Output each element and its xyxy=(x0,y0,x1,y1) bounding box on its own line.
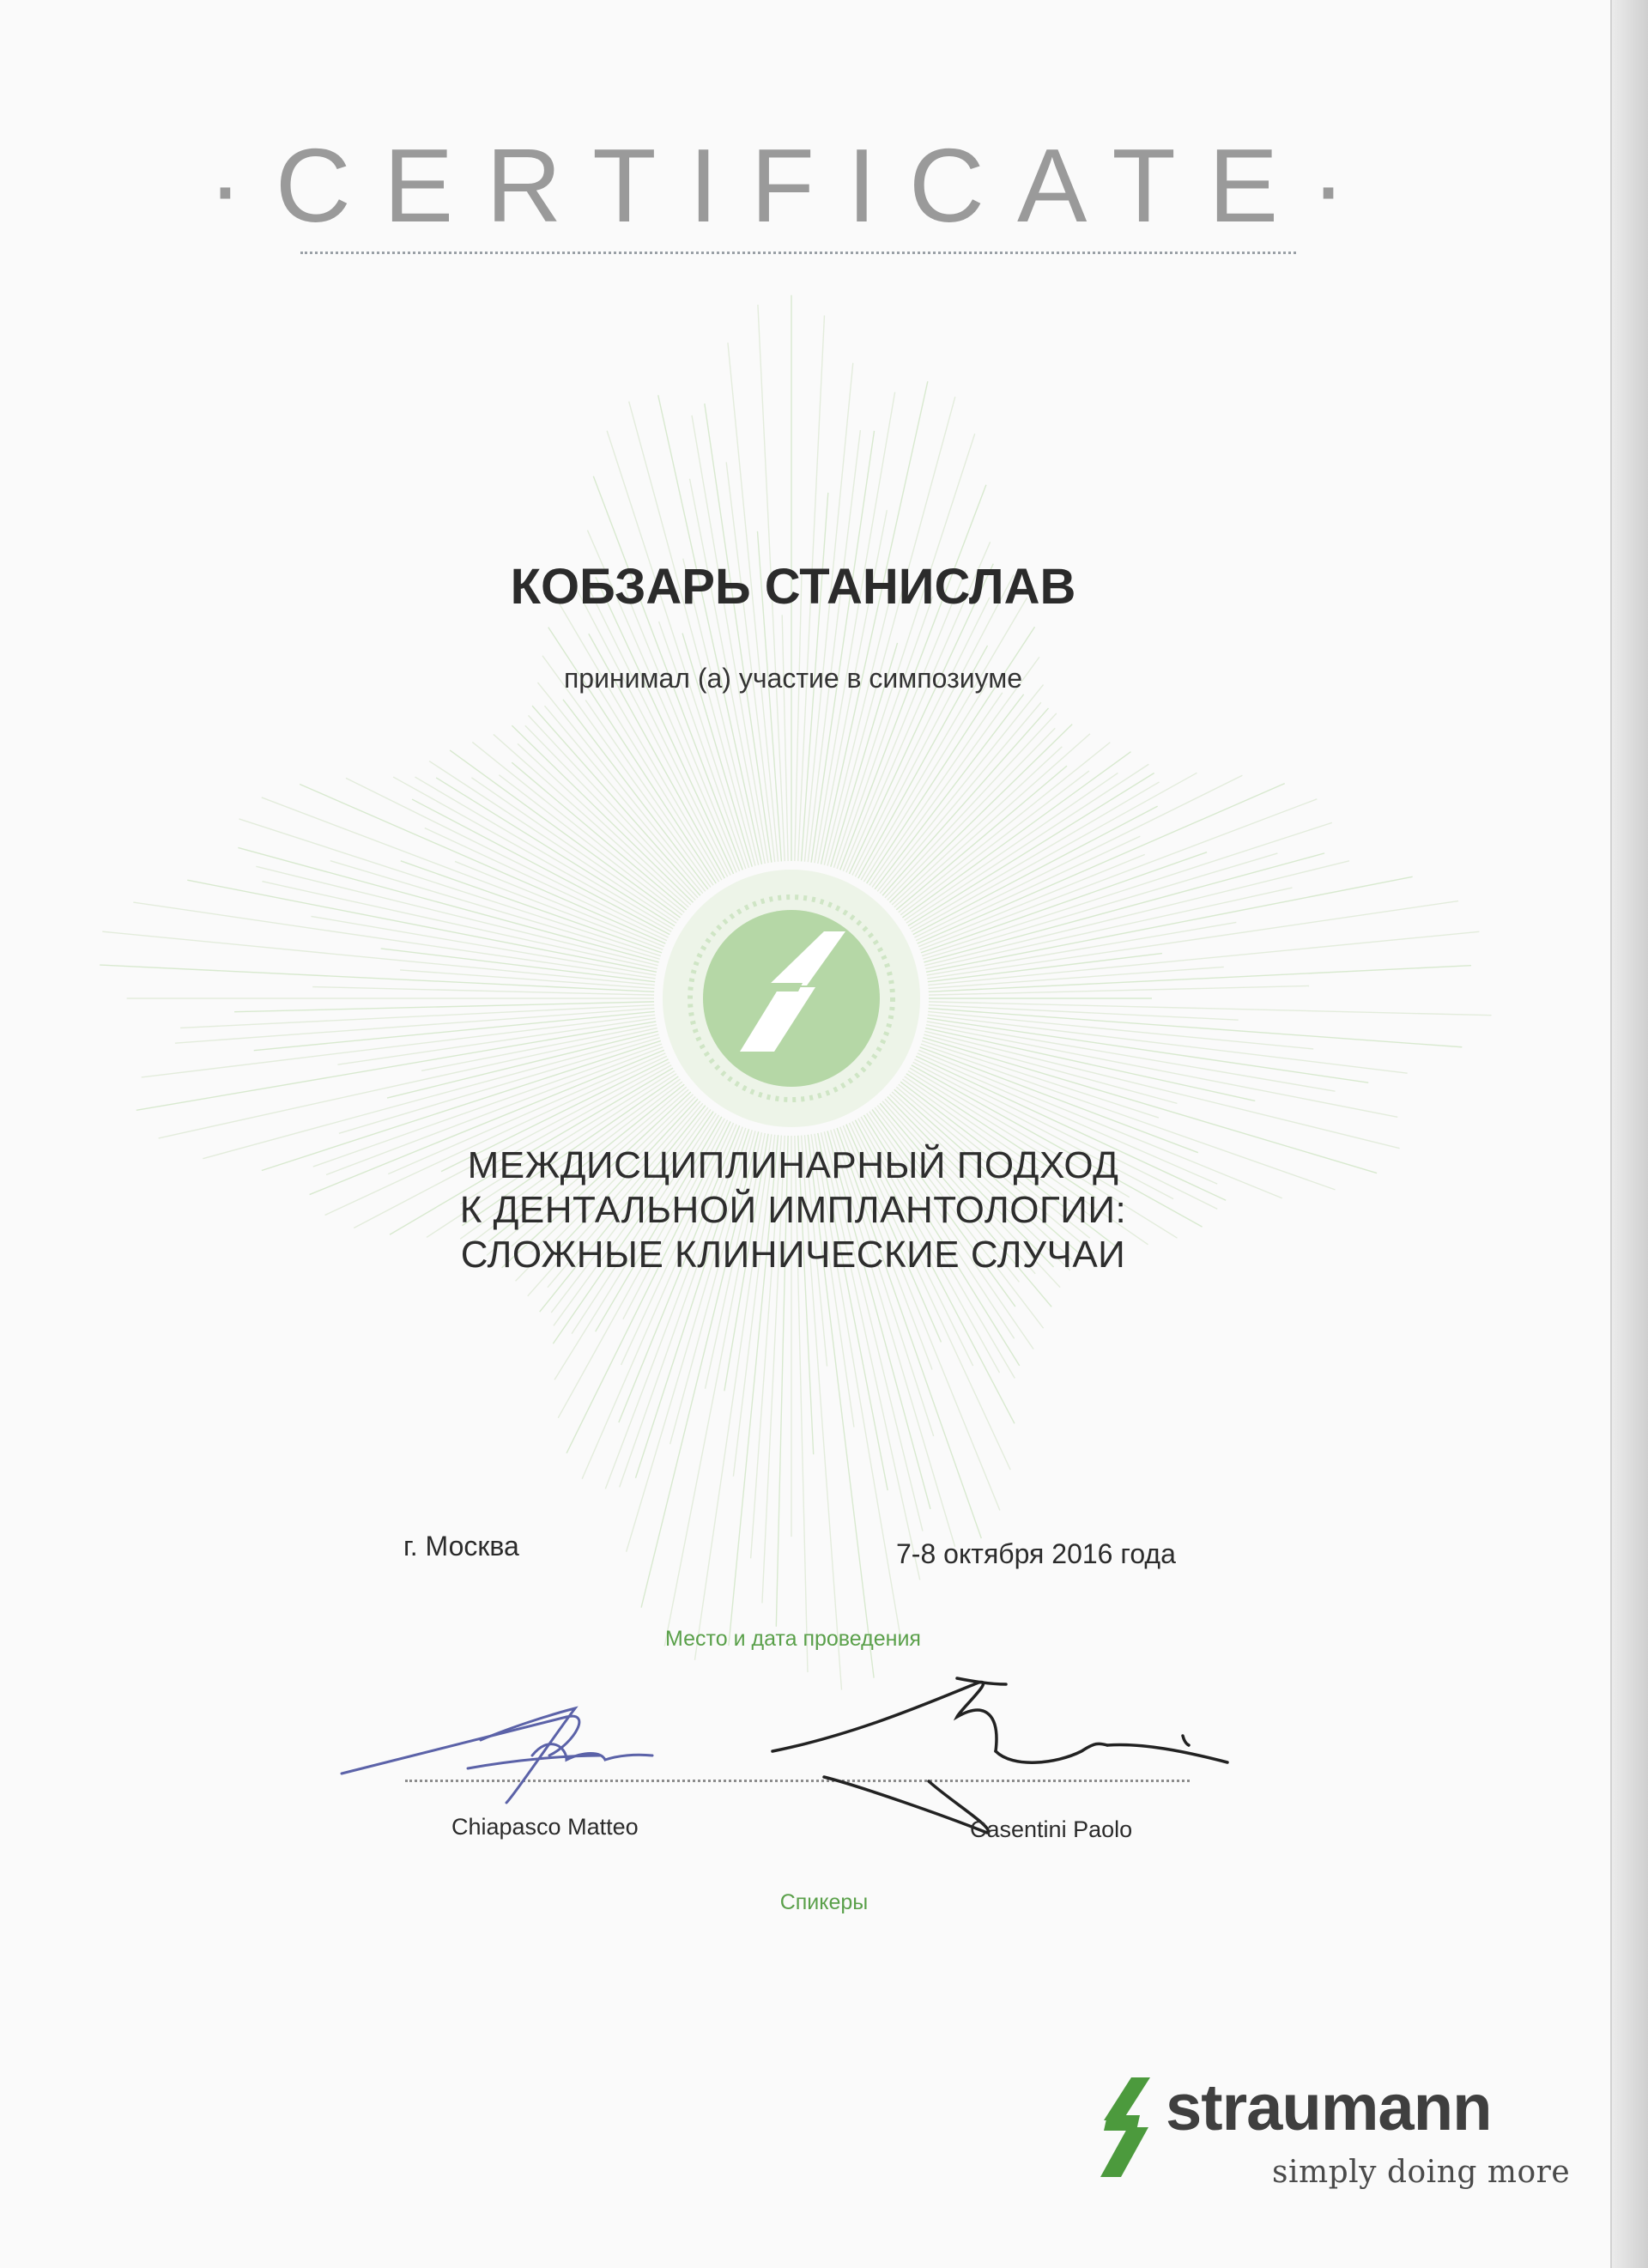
brand-wordmark: straumann xyxy=(1166,2071,1492,2144)
topic-line: К ДЕНТАЛЬНОЙ ИМПЛАНТОЛОГИИ: xyxy=(459,1189,1127,1231)
signature-chiapasco xyxy=(342,1708,652,1803)
straumann-logo-icon xyxy=(1097,2077,1159,2177)
event-city: г. Москва xyxy=(403,1531,519,1562)
certificate-title: ·CERTIFICATE· xyxy=(208,127,1378,244)
place-date-caption: Место и дата проведения xyxy=(665,1627,921,1651)
brand-tagline: simply doing more xyxy=(1272,2155,1571,2190)
speaker-name: Casentini Paolo xyxy=(970,1816,1133,1842)
event-date: 7-8 октября 2016 года xyxy=(896,1538,1176,1569)
signature-casentini xyxy=(772,1678,1227,1833)
topic-line: МЕЖДИСЦИПЛИНАРНЫЙ ПОДХОД xyxy=(467,1144,1119,1186)
speakers-caption: Спикеры xyxy=(779,1890,869,1914)
recipient-name: КОБЗАРЬ СТАНИСЛАВ xyxy=(510,559,1076,615)
speaker-name: Chiapasco Matteo xyxy=(451,1814,639,1840)
participation-text: принимал (а) участие в симпозиуме xyxy=(563,663,1023,694)
topic-line: СЛОЖНЫЕ КЛИНИЧЕСКИЕ СЛУЧАИ xyxy=(460,1234,1126,1276)
